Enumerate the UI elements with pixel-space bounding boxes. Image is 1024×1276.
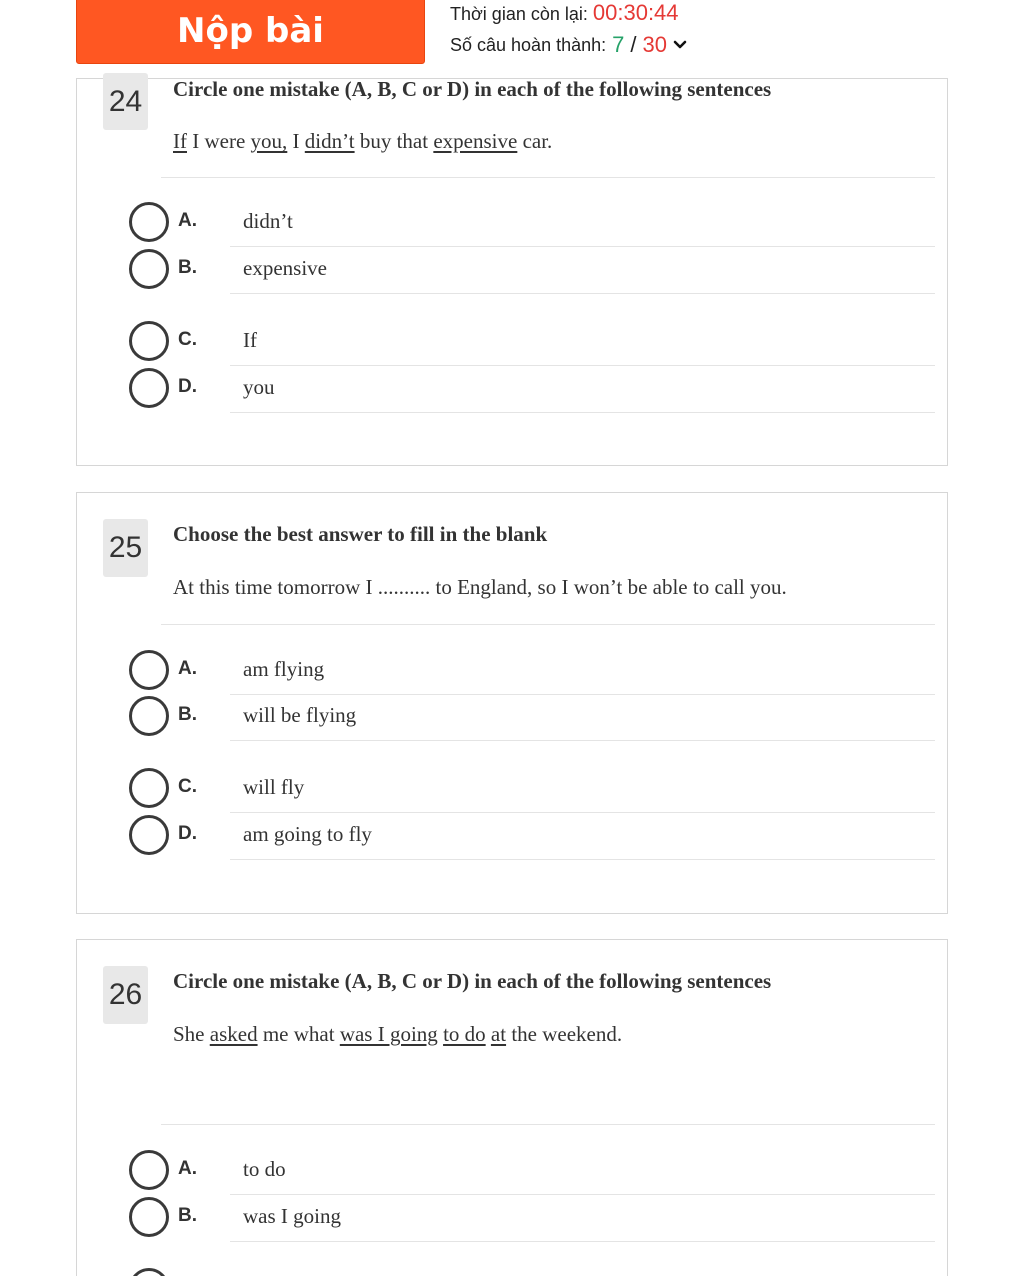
option-divider — [230, 740, 935, 741]
question-number: 24 — [103, 73, 148, 130]
option-letter: B. — [178, 1205, 197, 1226]
radio-button[interactable] — [129, 1197, 169, 1237]
sentence-text: the weekend. — [506, 1022, 623, 1046]
progress-toggle[interactable] — [450, 32, 687, 58]
option-text: you — [243, 375, 275, 399]
question-instruction: Circle one mistake (A, B, C or D) in each of the following sentences — [173, 77, 772, 101]
sentence-text: She — [173, 1022, 210, 1046]
underlined-option-if: If — [173, 129, 187, 153]
option-text: If — [243, 328, 257, 352]
option-a[interactable] — [129, 1148, 935, 1195]
submit-button[interactable]: Nộp bài — [76, 0, 425, 64]
progress-separator: / — [630, 32, 637, 57]
underlined-option-to-do: to do — [443, 1022, 486, 1046]
underlined-option-you: you, — [250, 129, 288, 153]
radio-button[interactable] — [129, 1268, 169, 1276]
timer — [450, 0, 679, 26]
question-card-24 — [76, 78, 948, 466]
sentence-text: me what — [257, 1022, 340, 1046]
question-sentence — [173, 129, 552, 154]
option-letter: D. — [178, 823, 197, 844]
sentence-text: At this time tomorrow I .......... to England, so I won’t be able to call you. — [173, 575, 787, 599]
progress-total-count: 30 — [642, 32, 667, 57]
option-letter: C. — [178, 329, 197, 350]
sentence-text: I — [287, 129, 305, 153]
sentence-text: I were — [187, 129, 251, 153]
radio-button[interactable] — [129, 321, 169, 361]
radio-button[interactable] — [129, 650, 169, 690]
option-text: was I going — [243, 1204, 341, 1228]
option-letter: B. — [178, 704, 197, 725]
question-sentence — [173, 1022, 622, 1047]
option-text: am going to fly — [243, 822, 372, 846]
divider — [161, 177, 935, 178]
option-text: will fly — [243, 775, 305, 799]
question-number: 25 — [103, 519, 148, 577]
question-card-26 — [76, 939, 948, 1276]
underlined-option-was-i-going: was I going — [339, 1022, 438, 1046]
option-b[interactable] — [129, 247, 935, 294]
option-a[interactable] — [129, 648, 935, 695]
radio-button[interactable] — [129, 696, 169, 736]
radio-button[interactable] — [129, 815, 169, 855]
option-divider — [230, 859, 935, 860]
option-letter: A. — [178, 210, 197, 231]
divider — [161, 624, 935, 625]
option-letter: D. — [178, 376, 197, 397]
option-d[interactable] — [129, 366, 935, 413]
radio-button[interactable] — [129, 1150, 169, 1190]
option-c[interactable] — [129, 766, 935, 813]
radio-button[interactable] — [129, 768, 169, 808]
top-bar — [0, 0, 1024, 72]
radio-button[interactable] — [129, 249, 169, 289]
option-b[interactable] — [129, 694, 935, 741]
underlined-option-expensive: expensive — [433, 129, 518, 153]
option-text: will be flying — [243, 703, 357, 727]
option-letter: B. — [178, 257, 197, 278]
option-text: am flying — [243, 657, 325, 681]
timer-label: Thời gian còn lại: — [450, 4, 588, 24]
question-number: 26 — [103, 966, 148, 1024]
progress-done-count: 7 — [612, 32, 625, 57]
option-divider — [230, 412, 935, 413]
option-a[interactable] — [129, 200, 935, 247]
option-divider — [230, 1241, 935, 1242]
option-letter: A. — [178, 1158, 197, 1179]
option-text: expensive — [243, 256, 327, 280]
option-b[interactable] — [129, 1195, 935, 1242]
radio-button[interactable] — [129, 202, 169, 242]
question-sentence — [173, 575, 787, 600]
sentence-text: car. — [517, 129, 553, 153]
option-divider — [230, 293, 935, 294]
sentence-text: buy that — [354, 129, 434, 153]
option-text: didn’t — [243, 209, 293, 233]
radio-button[interactable] — [129, 368, 169, 408]
option-c-partial[interactable] — [129, 1266, 935, 1276]
option-letter: C. — [178, 776, 197, 797]
underlined-option-asked: asked — [209, 1022, 258, 1046]
timer-value: 00:30:44 — [592, 0, 679, 25]
option-c[interactable] — [129, 319, 935, 366]
divider — [161, 1124, 935, 1125]
question-instruction: Choose the best answer to fill in the blank — [173, 522, 548, 546]
option-letter: A. — [178, 658, 197, 679]
question-instruction: Circle one mistake (A, B, C or D) in each of the following sentences — [173, 969, 772, 993]
option-text: to do — [243, 1157, 286, 1181]
chevron-down-icon[interactable] — [673, 38, 687, 52]
option-d[interactable] — [129, 813, 935, 860]
question-card-25 — [76, 492, 948, 914]
underlined-option-didnt: didn’t — [304, 129, 355, 153]
underlined-option-at: at — [490, 1022, 507, 1046]
progress-label: Số câu hoàn thành: — [450, 34, 607, 55]
